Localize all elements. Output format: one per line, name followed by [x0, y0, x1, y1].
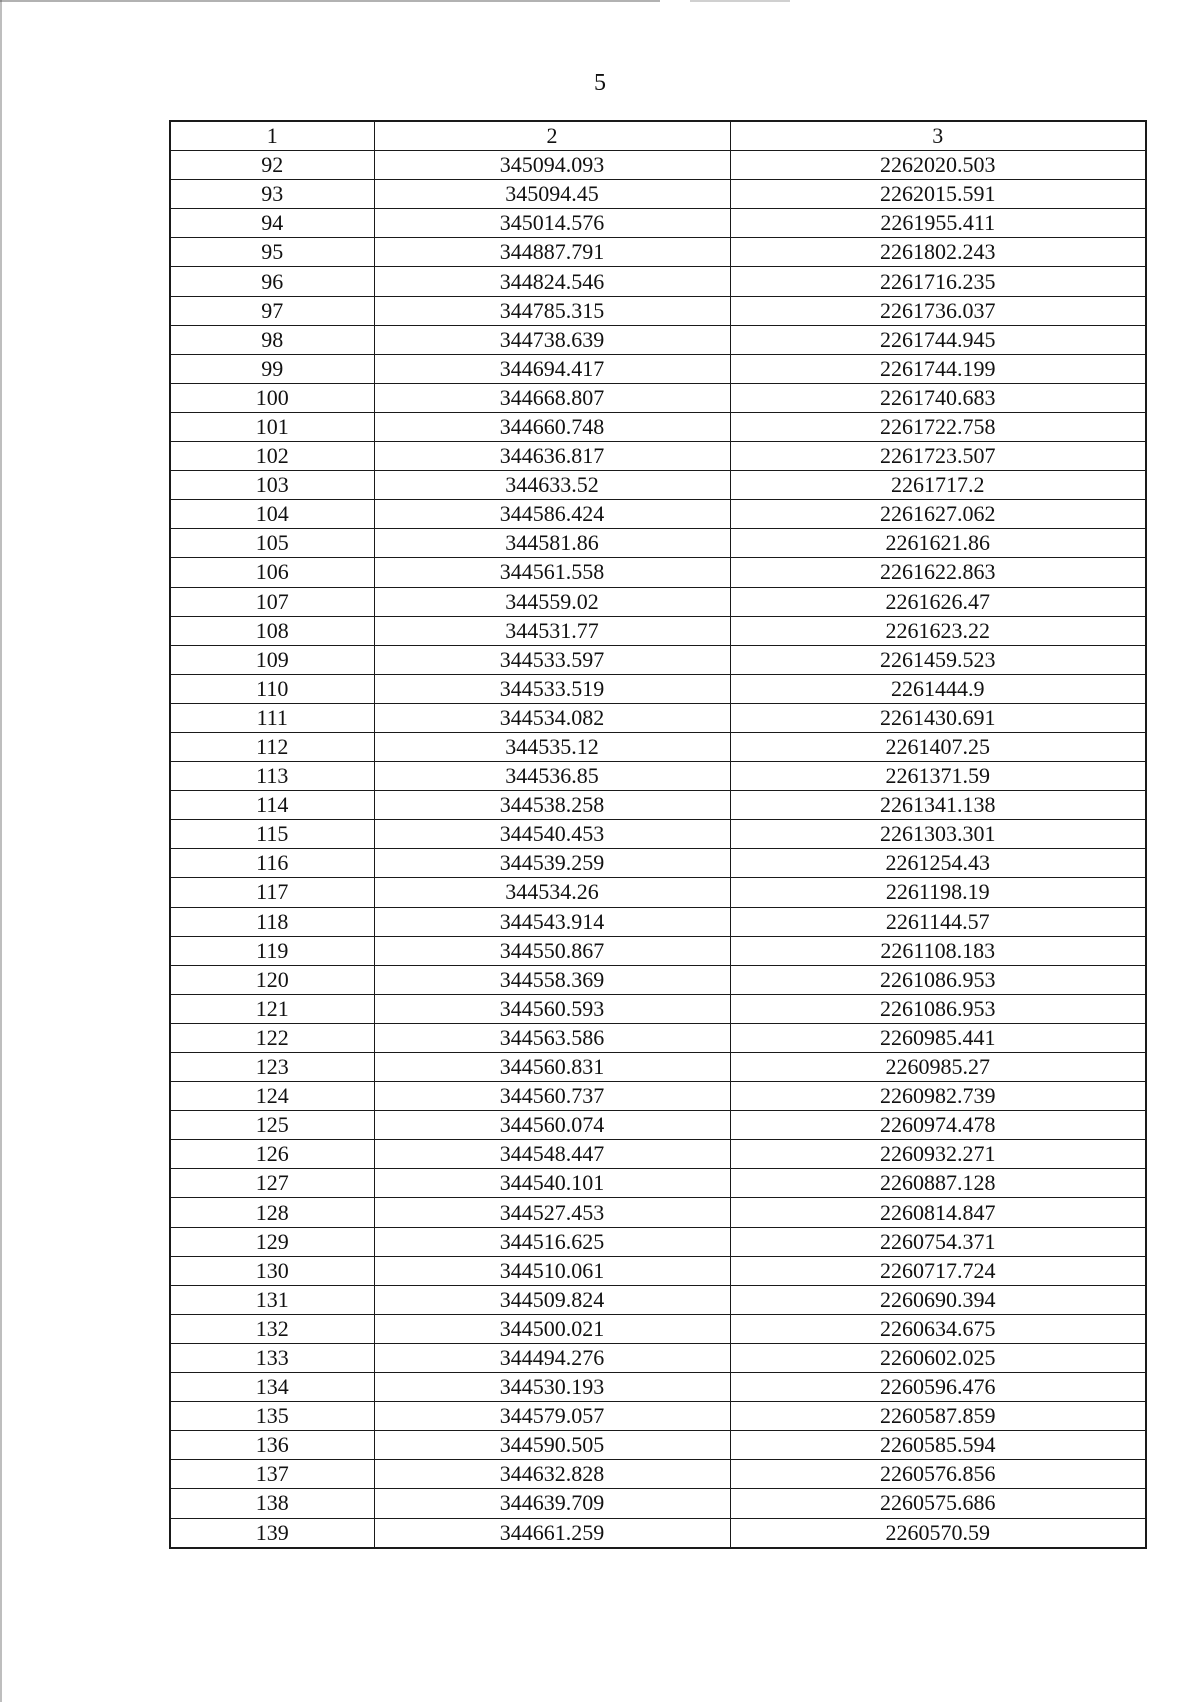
point-number-cell: 106 [170, 558, 374, 587]
x-coordinate-cell: 344887.791 [374, 238, 730, 267]
y-coordinate-cell: 2262015.591 [730, 180, 1146, 209]
y-coordinate-cell: 2261303.301 [730, 820, 1146, 849]
x-coordinate-cell: 344560.074 [374, 1111, 730, 1140]
x-coordinate-cell: 344534.082 [374, 703, 730, 732]
point-number-cell: 115 [170, 820, 374, 849]
y-coordinate-cell: 2261626.47 [730, 587, 1146, 616]
y-coordinate-cell: 2261254.43 [730, 849, 1146, 878]
point-number-cell: 109 [170, 645, 374, 674]
table-row [170, 1460, 1146, 1489]
point-number-cell: 120 [170, 965, 374, 994]
table-row [170, 878, 1146, 907]
x-coordinate-cell: 344535.12 [374, 732, 730, 761]
y-coordinate-cell: 2261108.183 [730, 936, 1146, 965]
point-number-cell: 117 [170, 878, 374, 907]
y-coordinate-cell: 2261736.037 [730, 296, 1146, 325]
table-row [170, 936, 1146, 965]
y-coordinate-cell: 2260634.675 [730, 1314, 1146, 1343]
y-coordinate-cell: 2260754.371 [730, 1227, 1146, 1256]
coordinates-table-container [169, 120, 1145, 1549]
y-coordinate-cell: 2261622.863 [730, 558, 1146, 587]
table-row [170, 238, 1146, 267]
x-coordinate-cell: 344533.519 [374, 674, 730, 703]
column-header-3: 3 [730, 121, 1146, 151]
y-coordinate-cell: 2260887.128 [730, 1169, 1146, 1198]
point-number-cell: 116 [170, 849, 374, 878]
y-coordinate-cell: 2260985.27 [730, 1053, 1146, 1082]
x-coordinate-cell: 344824.546 [374, 267, 730, 296]
x-coordinate-cell: 344561.558 [374, 558, 730, 587]
table-row [170, 296, 1146, 325]
table-row [170, 412, 1146, 441]
table-row [170, 1373, 1146, 1402]
x-coordinate-cell: 344530.193 [374, 1373, 730, 1402]
table-row [170, 1314, 1146, 1343]
x-coordinate-cell: 344636.817 [374, 442, 730, 471]
point-number-cell: 114 [170, 791, 374, 820]
table-row [170, 1053, 1146, 1082]
y-coordinate-cell: 2261371.59 [730, 762, 1146, 791]
point-number-cell: 93 [170, 180, 374, 209]
table-row [170, 645, 1146, 674]
point-number-cell: 122 [170, 1023, 374, 1052]
x-coordinate-cell: 344559.02 [374, 587, 730, 616]
x-coordinate-cell: 344510.061 [374, 1256, 730, 1285]
x-coordinate-cell: 344543.914 [374, 907, 730, 936]
point-number-cell: 102 [170, 442, 374, 471]
point-number-cell: 95 [170, 238, 374, 267]
table-row [170, 616, 1146, 645]
x-coordinate-cell: 344539.259 [374, 849, 730, 878]
table-row [170, 587, 1146, 616]
point-number-cell: 104 [170, 500, 374, 529]
y-coordinate-cell: 2260974.478 [730, 1111, 1146, 1140]
x-coordinate-cell: 344531.77 [374, 616, 730, 645]
table-row [170, 907, 1146, 936]
y-coordinate-cell: 2261086.953 [730, 965, 1146, 994]
point-number-cell: 131 [170, 1285, 374, 1314]
y-coordinate-cell: 2260982.739 [730, 1082, 1146, 1111]
y-coordinate-cell: 2260585.594 [730, 1431, 1146, 1460]
table-row [170, 703, 1146, 732]
point-number-cell: 126 [170, 1140, 374, 1169]
table-row [170, 1082, 1146, 1111]
x-coordinate-cell: 344540.453 [374, 820, 730, 849]
y-coordinate-cell: 2260814.847 [730, 1198, 1146, 1227]
point-number-cell: 113 [170, 762, 374, 791]
x-coordinate-cell: 344494.276 [374, 1343, 730, 1372]
point-number-cell: 94 [170, 209, 374, 238]
x-coordinate-cell: 344633.52 [374, 471, 730, 500]
y-coordinate-cell: 2260985.441 [730, 1023, 1146, 1052]
y-coordinate-cell: 2261430.691 [730, 703, 1146, 732]
table-row [170, 1256, 1146, 1285]
scan-edge-artifact [0, 0, 2, 1702]
table-row [170, 1402, 1146, 1431]
y-coordinate-cell: 2261144.57 [730, 907, 1146, 936]
table-row [170, 180, 1146, 209]
point-number-cell: 107 [170, 587, 374, 616]
x-coordinate-cell: 344536.85 [374, 762, 730, 791]
table-row [170, 965, 1146, 994]
table-row [170, 558, 1146, 587]
x-coordinate-cell: 344660.748 [374, 412, 730, 441]
page-number: 5 [594, 70, 606, 96]
point-number-cell: 121 [170, 994, 374, 1023]
y-coordinate-cell: 2261341.138 [730, 791, 1146, 820]
x-coordinate-cell: 344538.258 [374, 791, 730, 820]
table-row [170, 354, 1146, 383]
y-coordinate-cell: 2261716.235 [730, 267, 1146, 296]
x-coordinate-cell: 344548.447 [374, 1140, 730, 1169]
y-coordinate-cell: 2260932.271 [730, 1140, 1146, 1169]
x-coordinate-cell: 345014.576 [374, 209, 730, 238]
x-coordinate-cell: 344785.315 [374, 296, 730, 325]
table-body [170, 151, 1146, 1548]
point-number-cell: 105 [170, 529, 374, 558]
point-number-cell: 124 [170, 1082, 374, 1111]
y-coordinate-cell: 2261198.19 [730, 878, 1146, 907]
y-coordinate-cell: 2261086.953 [730, 994, 1146, 1023]
table-row [170, 267, 1146, 296]
x-coordinate-cell: 344560.831 [374, 1053, 730, 1082]
y-coordinate-cell: 2262020.503 [730, 151, 1146, 180]
x-coordinate-cell: 344500.021 [374, 1314, 730, 1343]
table-row [170, 1431, 1146, 1460]
x-coordinate-cell: 344661.259 [374, 1518, 730, 1548]
table-row [170, 1343, 1146, 1372]
point-number-cell: 135 [170, 1402, 374, 1431]
table-row [170, 1285, 1146, 1314]
x-coordinate-cell: 344527.453 [374, 1198, 730, 1227]
x-coordinate-cell: 344509.824 [374, 1285, 730, 1314]
table-row [170, 762, 1146, 791]
point-number-cell: 100 [170, 383, 374, 412]
point-number-cell: 96 [170, 267, 374, 296]
point-number-cell: 112 [170, 732, 374, 761]
column-header-2: 2 [374, 121, 730, 151]
x-coordinate-cell: 344668.807 [374, 383, 730, 412]
table-row [170, 1023, 1146, 1052]
y-coordinate-cell: 2261744.945 [730, 325, 1146, 354]
point-number-cell: 110 [170, 674, 374, 703]
scan-top-artifact-2 [690, 0, 790, 2]
x-coordinate-cell: 344563.586 [374, 1023, 730, 1052]
y-coordinate-cell: 2260690.394 [730, 1285, 1146, 1314]
coordinates-table [169, 120, 1147, 1549]
point-number-cell: 101 [170, 412, 374, 441]
x-coordinate-cell: 344581.86 [374, 529, 730, 558]
table-row [170, 529, 1146, 558]
point-number-cell: 97 [170, 296, 374, 325]
table-row [170, 732, 1146, 761]
y-coordinate-cell: 2261722.758 [730, 412, 1146, 441]
y-coordinate-cell: 2260602.025 [730, 1343, 1146, 1372]
point-number-cell: 111 [170, 703, 374, 732]
x-coordinate-cell: 344738.639 [374, 325, 730, 354]
x-coordinate-cell: 344560.593 [374, 994, 730, 1023]
y-coordinate-cell: 2261627.062 [730, 500, 1146, 529]
x-coordinate-cell: 344632.828 [374, 1460, 730, 1489]
x-coordinate-cell: 344586.424 [374, 500, 730, 529]
point-number-cell: 138 [170, 1489, 374, 1518]
y-coordinate-cell: 2261802.243 [730, 238, 1146, 267]
y-coordinate-cell: 2261744.199 [730, 354, 1146, 383]
point-number-cell: 130 [170, 1256, 374, 1285]
point-number-cell: 92 [170, 151, 374, 180]
table-row [170, 442, 1146, 471]
x-coordinate-cell: 344590.505 [374, 1431, 730, 1460]
y-coordinate-cell: 2260596.476 [730, 1373, 1146, 1402]
point-number-cell: 134 [170, 1373, 374, 1402]
x-coordinate-cell: 344516.625 [374, 1227, 730, 1256]
x-coordinate-cell: 344558.369 [374, 965, 730, 994]
y-coordinate-cell: 2261955.411 [730, 209, 1146, 238]
y-coordinate-cell: 2261623.22 [730, 616, 1146, 645]
y-coordinate-cell: 2261459.523 [730, 645, 1146, 674]
y-coordinate-cell: 2260576.856 [730, 1460, 1146, 1489]
point-number-cell: 139 [170, 1518, 374, 1548]
point-number-cell: 136 [170, 1431, 374, 1460]
x-coordinate-cell: 344550.867 [374, 936, 730, 965]
y-coordinate-cell: 2260717.724 [730, 1256, 1146, 1285]
table-row [170, 1111, 1146, 1140]
y-coordinate-cell: 2260587.859 [730, 1402, 1146, 1431]
table-row [170, 1227, 1146, 1256]
table-row [170, 1198, 1146, 1227]
point-number-cell: 98 [170, 325, 374, 354]
table-row [170, 994, 1146, 1023]
table-row [170, 674, 1146, 703]
table-row [170, 791, 1146, 820]
table-row [170, 325, 1146, 354]
column-header-1: 1 [170, 121, 374, 151]
scan-top-artifact [0, 0, 660, 2]
point-number-cell: 103 [170, 471, 374, 500]
x-coordinate-cell: 345094.45 [374, 180, 730, 209]
table-row [170, 1169, 1146, 1198]
y-coordinate-cell: 2261444.9 [730, 674, 1146, 703]
table-row [170, 849, 1146, 878]
x-coordinate-cell: 345094.093 [374, 151, 730, 180]
table-row [170, 820, 1146, 849]
y-coordinate-cell: 2261740.683 [730, 383, 1146, 412]
x-coordinate-cell: 344560.737 [374, 1082, 730, 1111]
point-number-cell: 127 [170, 1169, 374, 1198]
table-row [170, 151, 1146, 180]
table-row [170, 383, 1146, 412]
table-row [170, 500, 1146, 529]
table-row [170, 1489, 1146, 1518]
table-header-row [170, 121, 1146, 151]
point-number-cell: 132 [170, 1314, 374, 1343]
point-number-cell: 133 [170, 1343, 374, 1372]
table-row [170, 471, 1146, 500]
y-coordinate-cell: 2260570.59 [730, 1518, 1146, 1548]
point-number-cell: 129 [170, 1227, 374, 1256]
y-coordinate-cell: 2261723.507 [730, 442, 1146, 471]
point-number-cell: 118 [170, 907, 374, 936]
x-coordinate-cell: 344533.597 [374, 645, 730, 674]
table-row [170, 209, 1146, 238]
x-coordinate-cell: 344534.26 [374, 878, 730, 907]
x-coordinate-cell: 344694.417 [374, 354, 730, 383]
x-coordinate-cell: 344639.709 [374, 1489, 730, 1518]
point-number-cell: 108 [170, 616, 374, 645]
point-number-cell: 119 [170, 936, 374, 965]
point-number-cell: 123 [170, 1053, 374, 1082]
y-coordinate-cell: 2261407.25 [730, 732, 1146, 761]
y-coordinate-cell: 2261717.2 [730, 471, 1146, 500]
x-coordinate-cell: 344579.057 [374, 1402, 730, 1431]
table-row [170, 1518, 1146, 1548]
table-row [170, 1140, 1146, 1169]
point-number-cell: 125 [170, 1111, 374, 1140]
point-number-cell: 128 [170, 1198, 374, 1227]
point-number-cell: 137 [170, 1460, 374, 1489]
point-number-cell: 99 [170, 354, 374, 383]
y-coordinate-cell: 2261621.86 [730, 529, 1146, 558]
x-coordinate-cell: 344540.101 [374, 1169, 730, 1198]
y-coordinate-cell: 2260575.686 [730, 1489, 1146, 1518]
